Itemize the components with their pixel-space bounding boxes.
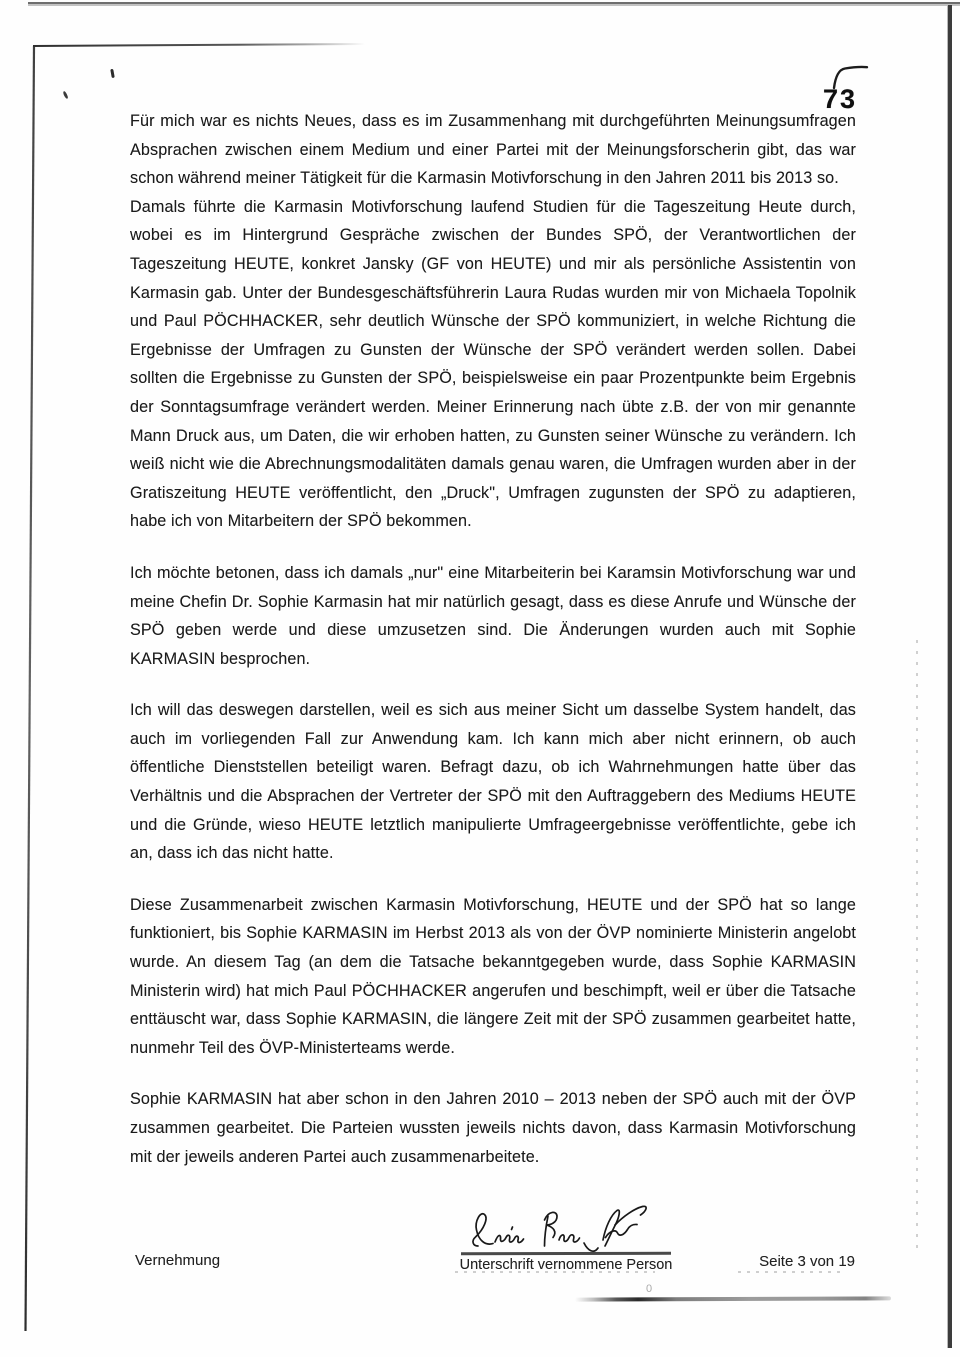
footer-document-type-label: Vernehmung <box>135 1252 221 1269</box>
document-body <box>130 107 856 1171</box>
ink-speck <box>63 91 69 100</box>
stray-mark: 0 <box>646 1283 653 1295</box>
scan-top-edge-line <box>28 2 960 7</box>
page-indicator: Seite 3 von 19 <box>759 1253 855 1270</box>
paragraph-darstellen: Ich will das deswegen darstellen, weil es sich aus meiner Sicht um dasselbe System handelt, das auch im vorliegenden Fall zur Anwendung kam. Ich kann mich aber nicht erinnern, ob auch öffentliche Dienststellen beteiligt waren. Befragt dazu, ob ich Wahrnehmungen hatte über das Verhältnis und die Absprachen der Vertreter der SPÖ mit den Auftraggebern des Mediums HEUTE und die Gründe, wieso HEUTE letztlich manipulierte Umfrageergebnisse veröffentlichte, gebe ich an, dass ich das nicht hatte. <box>130 701 856 863</box>
paragraph-intro: Für mich war es nichts Neues, dass es im Zusammenhang mit durchgeführten Meinungsumfragen Absprachen zwischen einem Medium und einer Partei mit der Meinungsforscherin gibt, das war schon während meiner Tätigkeit für die Karmasin Motivforschung in den Jahren 2011 bis 2013 so. <box>130 112 856 188</box>
scan-right-edge-line <box>947 5 953 1348</box>
scan-smudge-line <box>575 1296 891 1301</box>
paragraph-zusammenarbeit: Diese Zusammenarbeit zwischen Karmasin Motivforschung, HEUTE und der SPÖ hat so lange funktioniert, bis Sophie KARMASIN im Herbst 2013 als von der ÖVP nominierte Ministerin angelobt wurde. An diesem Tag (an dem die Tatsache bekanntgegeben wurde, dass Sophie KARMASIN Ministerin wird) hat mich Paul PÖCHHACKER angerufen und beschimpft, weil er über die Tatsache enttäuscht war, dass Sophie KARMASIN, die längere Zeit mit der SPÖ zusammen gearbeitet hatte, nunmehr Teil des ÖVP-Ministerteams werde. <box>130 895 856 1057</box>
scan-dotted-artifact <box>455 1271 655 1273</box>
paragraph-betonen: Ich möchte betonen, dass ich damals „nur" eine Mitarbeiterin bei Karamsin Motivforschung war und meine Chefin Dr. Sophie Karmasin hat mir natürlich gesagt, dass es diese Anrufe und Wünsche der SPÖ geben werde und diese umzusetzen sind. Die Änderungen wurden auch mit Sophie KARMASIN besprochen. <box>130 563 856 668</box>
signature-line <box>461 1252 671 1255</box>
signature-handwriting <box>464 1199 664 1259</box>
signature-caption: Unterschrift vernommene Person <box>459 1257 673 1273</box>
paragraph-karmasin-jahre: Sophie KARMASIN hat aber schon in den Jahren 2010 – 2013 neben der SPÖ auch mit der ÖVP zusammen gearbeitet. Die Parteien wussten jeweils nichts davon, dass Karmasin Motivforschung mit der jeweils anderen Partei auch zusammenarbeitete. <box>130 1090 856 1166</box>
scan-vertical-artifact <box>916 640 918 1255</box>
scan-dotted-artifact <box>738 1271 842 1273</box>
page-number-stamp: 73 <box>823 84 858 114</box>
ink-speck <box>110 69 114 78</box>
paragraph-damals: Damals führte die Karmasin Motivforschung laufend Studien für die Tageszeitung Heute durch, wobei es im Hintergrund Gespräche zwischen der Bundes SPÖ, der Verantwortlichen der Tageszeitung HEUTE, konkret Jansky (GF von HEUTE) und mir als persönliche Assistentin von Karmasin gab. Unter der Bundesgeschäftsführerin Laura Rudas wurden mir von Michaela Topolnik und Paul PÖCHHACKER, sehr deutlich Wünsche der SPÖ kommuniziert, in welche Richtung die Ergebnisse der Umfragen zu Gunsten der Wünsche der SPÖ verändert werden sollen. Dabei sollten die Ergebnisse zu Gunsten der SPÖ, beispielsweise ein paar Prozentpunkte beim Ergebnis der Sonntagsumfrage verändert werden. Meiner Erinnerung nach übte z.B. der von mir genannte Mann Druck aus, um Daten, die wir erhoben hatten, zu Gunsten seiner Wünsche zu verändern. Ich weiß nicht wie die Abrechnungsmodalitäten damals genau waren, die Umfragen wurden aber in der Gratiszeitung HEUTE veröffentlicht, den „Druck", Umfragen zugunsten der SPÖ zu adaptieren, habe ich von Mitarbeitern der SPÖ bekommen. <box>130 197 856 531</box>
